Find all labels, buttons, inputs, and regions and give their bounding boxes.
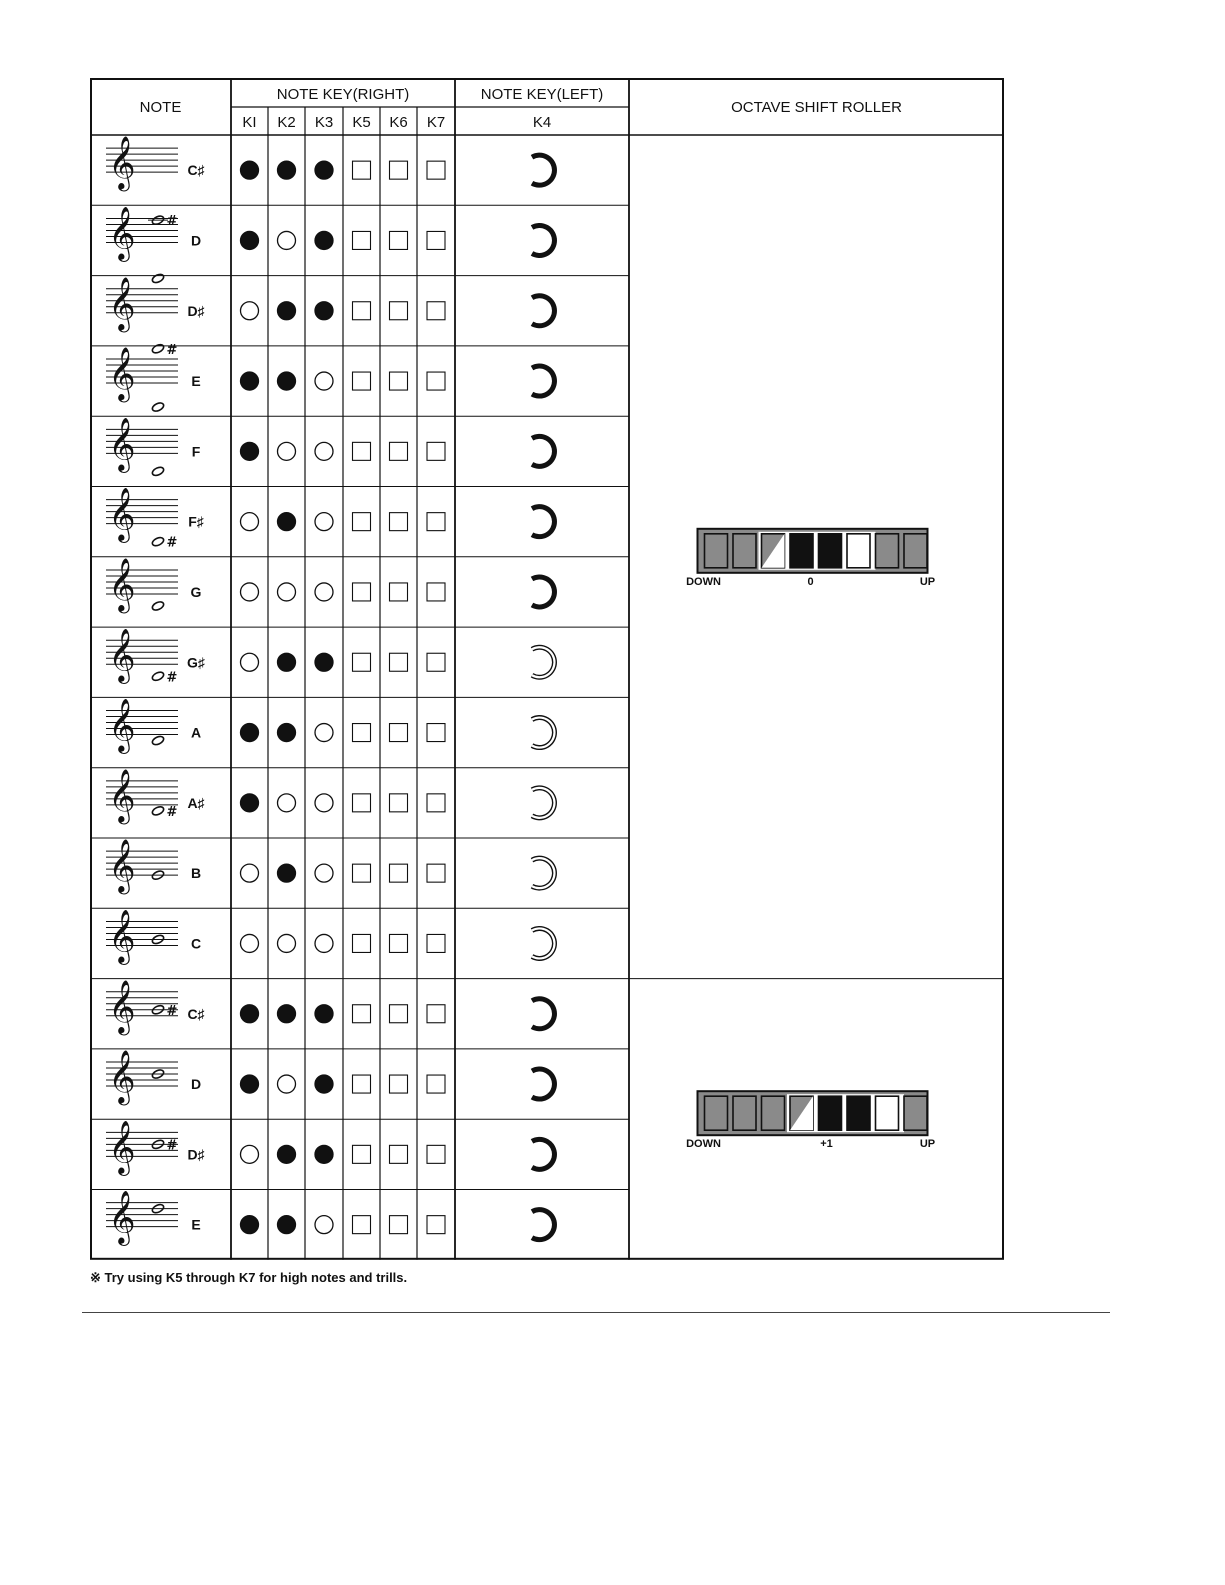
key-open-dot bbox=[315, 1216, 333, 1234]
sharp-icon: # bbox=[166, 1138, 178, 1154]
key-open-dot bbox=[241, 583, 259, 601]
key-closed-dot bbox=[278, 1216, 296, 1234]
roller-segment bbox=[904, 1096, 927, 1130]
key-closed-dot bbox=[315, 302, 333, 320]
note-name: E bbox=[191, 1216, 201, 1233]
table-row bbox=[106, 1190, 554, 1246]
note-name: F♯ bbox=[188, 513, 204, 530]
note-name: D♯ bbox=[187, 302, 205, 319]
key-square-open bbox=[390, 1216, 408, 1234]
key-square-open bbox=[390, 864, 408, 882]
header-note-key-right: NOTE KEY(RIGHT) bbox=[276, 86, 410, 103]
key-square-open bbox=[390, 231, 408, 249]
key-square-open bbox=[427, 653, 445, 671]
key-open-dot bbox=[278, 934, 296, 952]
key-square-open bbox=[353, 1145, 371, 1163]
k4-open-icon-inner bbox=[532, 858, 554, 888]
key-open-dot bbox=[315, 934, 333, 952]
key-open-dot bbox=[241, 1145, 259, 1163]
key-open-dot bbox=[241, 653, 259, 671]
key-closed-dot bbox=[278, 513, 296, 531]
key-square-open bbox=[427, 513, 445, 531]
note-name: G♯ bbox=[187, 654, 205, 671]
treble-clef-icon: 𝄞 bbox=[108, 416, 136, 471]
table-row bbox=[106, 627, 554, 685]
treble-clef-icon: 𝄞 bbox=[108, 346, 136, 401]
k4-pressed-icon bbox=[532, 155, 554, 185]
note-head bbox=[151, 600, 165, 611]
key-square-open bbox=[390, 1005, 408, 1023]
table-row bbox=[106, 838, 554, 894]
key-square-open bbox=[390, 372, 408, 390]
note-head bbox=[151, 273, 165, 284]
page-divider bbox=[82, 1312, 1110, 1313]
roller-segment bbox=[847, 534, 870, 568]
header-key-k3: K3 bbox=[314, 114, 334, 131]
key-closed-dot bbox=[278, 372, 296, 390]
table-row bbox=[106, 416, 554, 477]
note-name: C♯ bbox=[187, 162, 205, 179]
key-square-open bbox=[353, 231, 371, 249]
roller-segment bbox=[705, 1096, 728, 1130]
key-closed-dot bbox=[278, 1145, 296, 1163]
table-row bbox=[106, 1119, 554, 1175]
note-head bbox=[151, 536, 165, 547]
k4-pressed-icon bbox=[532, 1210, 554, 1240]
treble-clef-icon: 𝄞 bbox=[108, 1189, 136, 1244]
key-square-open bbox=[427, 1145, 445, 1163]
key-open-dot bbox=[278, 1075, 296, 1093]
treble-clef-icon: 𝄞 bbox=[108, 697, 136, 752]
roller-segment bbox=[904, 534, 927, 568]
treble-clef-icon: 𝄞 bbox=[108, 556, 136, 611]
key-open-dot bbox=[315, 513, 333, 531]
key-open-dot bbox=[315, 864, 333, 882]
key-square-open bbox=[390, 724, 408, 742]
table-row bbox=[106, 557, 554, 613]
key-open-dot bbox=[278, 583, 296, 601]
note-head bbox=[151, 466, 165, 477]
key-closed-dot bbox=[278, 161, 296, 179]
key-closed-dot bbox=[241, 231, 259, 249]
key-square-open bbox=[427, 1216, 445, 1234]
header-key-ki: KI bbox=[242, 114, 257, 131]
fingering-chart bbox=[90, 78, 1004, 1260]
header-note: NOTE bbox=[139, 99, 182, 116]
octave-roller-0 bbox=[686, 529, 935, 588]
treble-clef-icon: 𝄞 bbox=[108, 627, 136, 682]
k4-pressed-icon bbox=[532, 436, 554, 466]
key-open-dot bbox=[278, 231, 296, 249]
sharp-icon: # bbox=[166, 804, 178, 820]
key-square-open bbox=[427, 231, 445, 249]
treble-clef-icon: 𝄞 bbox=[108, 275, 136, 330]
key-closed-dot bbox=[241, 372, 259, 390]
k4-open-icon-inner bbox=[532, 788, 554, 818]
key-open-dot bbox=[241, 302, 259, 320]
key-open-dot bbox=[278, 794, 296, 812]
treble-clef-icon: 𝄞 bbox=[108, 908, 136, 963]
key-open-dot bbox=[241, 513, 259, 531]
key-closed-dot bbox=[278, 302, 296, 320]
key-square-open bbox=[390, 161, 408, 179]
treble-clef-icon: 𝄞 bbox=[108, 1119, 136, 1174]
note-name: D♯ bbox=[187, 1146, 205, 1163]
key-open-dot bbox=[315, 794, 333, 812]
roller-position-label: 0 bbox=[807, 575, 814, 588]
key-open-dot bbox=[241, 864, 259, 882]
key-square-open bbox=[353, 934, 371, 952]
key-closed-dot bbox=[315, 231, 333, 249]
header-key-k2: K2 bbox=[277, 114, 296, 131]
octave-roller-1 bbox=[686, 1091, 935, 1150]
roller-segment bbox=[819, 1096, 842, 1130]
key-closed-dot bbox=[278, 724, 296, 742]
table-row bbox=[106, 768, 554, 824]
k4-open-icon-inner bbox=[532, 928, 554, 958]
key-square-open bbox=[390, 513, 408, 531]
roller-segment bbox=[819, 534, 842, 568]
treble-clef-icon: 𝄞 bbox=[108, 1049, 136, 1104]
roller-segment bbox=[876, 1096, 899, 1130]
key-square-open bbox=[427, 934, 445, 952]
roller-down-label: DOWN bbox=[686, 575, 721, 588]
key-closed-dot bbox=[241, 724, 259, 742]
key-square-open bbox=[427, 161, 445, 179]
key-square-open bbox=[390, 302, 408, 320]
key-square-open bbox=[390, 653, 408, 671]
note-name: A♯ bbox=[187, 794, 205, 811]
roller-segment bbox=[790, 534, 813, 568]
key-square-open bbox=[353, 161, 371, 179]
table-row bbox=[106, 979, 554, 1035]
table-row bbox=[106, 908, 554, 964]
sharp-icon: # bbox=[166, 535, 178, 551]
key-square-open bbox=[390, 1075, 408, 1093]
key-open-dot bbox=[241, 934, 259, 952]
key-square-open bbox=[390, 934, 408, 952]
key-closed-dot bbox=[241, 442, 259, 460]
key-open-dot bbox=[315, 372, 333, 390]
key-closed-dot bbox=[241, 1216, 259, 1234]
key-closed-dot bbox=[315, 161, 333, 179]
key-square-open bbox=[353, 1075, 371, 1093]
note-name: F bbox=[191, 443, 201, 460]
key-closed-dot bbox=[241, 1075, 259, 1093]
treble-clef-icon: 𝄞 bbox=[108, 205, 136, 260]
roller-down-label: DOWN bbox=[686, 1138, 721, 1151]
k4-pressed-icon bbox=[532, 999, 554, 1029]
header-note-key-left: NOTE KEY(LEFT) bbox=[480, 86, 604, 103]
k4-pressed-icon bbox=[532, 577, 554, 607]
note-head bbox=[151, 805, 165, 816]
note-head bbox=[151, 401, 165, 412]
sharp-icon: # bbox=[166, 342, 178, 358]
key-square-open bbox=[353, 442, 371, 460]
note-name: D bbox=[190, 1076, 202, 1093]
key-closed-dot bbox=[241, 794, 259, 812]
key-square-open bbox=[390, 794, 408, 812]
note-name: A bbox=[190, 724, 202, 741]
key-square-open bbox=[353, 864, 371, 882]
table-row bbox=[106, 1049, 554, 1105]
key-square-open bbox=[427, 1075, 445, 1093]
key-square-open bbox=[427, 724, 445, 742]
k4-pressed-icon bbox=[532, 1139, 554, 1169]
header-key-k7: K7 bbox=[426, 114, 446, 131]
key-open-dot bbox=[278, 442, 296, 460]
key-closed-dot bbox=[315, 1075, 333, 1093]
key-square-open bbox=[390, 1145, 408, 1163]
key-open-dot bbox=[315, 583, 333, 601]
note-head bbox=[151, 735, 165, 746]
key-closed-dot bbox=[241, 1005, 259, 1023]
key-square-open bbox=[427, 583, 445, 601]
header-octave-shift-roller: OCTAVE SHIFT ROLLER bbox=[731, 99, 902, 116]
key-closed-dot bbox=[315, 653, 333, 671]
treble-clef-icon: 𝄞 bbox=[108, 486, 136, 541]
header-key-k6: K6 bbox=[389, 114, 408, 131]
roller-up-label: UP bbox=[919, 1138, 936, 1151]
footnote: ※ Try using K5 through K7 for high notes and trills. bbox=[90, 1270, 408, 1285]
key-square-open bbox=[427, 372, 445, 390]
k4-open-icon-inner bbox=[532, 718, 554, 748]
sharp-icon: # bbox=[166, 1003, 178, 1019]
roller-segment bbox=[876, 534, 899, 568]
key-square-open bbox=[353, 583, 371, 601]
note-name: C bbox=[190, 935, 202, 952]
k4-pressed-icon bbox=[532, 366, 554, 396]
note-name: E bbox=[191, 373, 201, 390]
header-key-k4: K4 bbox=[532, 114, 552, 131]
roller-segment bbox=[733, 1096, 756, 1130]
k4-pressed-icon bbox=[532, 296, 554, 326]
table-row bbox=[106, 135, 554, 229]
key-square-open bbox=[427, 794, 445, 812]
sharp-icon: # bbox=[166, 670, 178, 686]
key-closed-dot bbox=[241, 161, 259, 179]
note-name: D bbox=[190, 232, 202, 249]
roller-segment bbox=[847, 1096, 870, 1130]
key-closed-dot bbox=[278, 653, 296, 671]
key-square-open bbox=[427, 442, 445, 460]
roller-segment bbox=[733, 534, 756, 568]
treble-clef-icon: 𝄞 bbox=[108, 978, 136, 1033]
note-head bbox=[151, 343, 165, 354]
k4-pressed-icon bbox=[532, 1069, 554, 1099]
fingering-chart-svg bbox=[90, 78, 1004, 1260]
treble-clef-icon: 𝄞 bbox=[108, 135, 136, 190]
k4-pressed-icon bbox=[532, 225, 554, 255]
roller-up-label: UP bbox=[919, 575, 936, 588]
key-closed-dot bbox=[315, 1005, 333, 1023]
key-square-open bbox=[427, 864, 445, 882]
key-square-open bbox=[353, 302, 371, 320]
key-square-open bbox=[353, 653, 371, 671]
key-closed-dot bbox=[278, 864, 296, 882]
key-open-dot bbox=[315, 442, 333, 460]
key-closed-dot bbox=[315, 1145, 333, 1163]
sharp-icon: # bbox=[166, 214, 178, 230]
key-open-dot bbox=[315, 724, 333, 742]
key-square-open bbox=[353, 794, 371, 812]
table-row bbox=[106, 487, 554, 551]
note-name: B bbox=[190, 865, 202, 882]
key-square-open bbox=[427, 1005, 445, 1023]
key-square-open bbox=[353, 513, 371, 531]
note-name: G bbox=[190, 583, 202, 600]
treble-clef-icon: 𝄞 bbox=[108, 838, 136, 893]
key-square-open bbox=[390, 583, 408, 601]
header-key-k5: K5 bbox=[352, 114, 371, 131]
key-square-open bbox=[353, 372, 371, 390]
roller-position-label: +1 bbox=[820, 1138, 833, 1151]
key-square-open bbox=[353, 1005, 371, 1023]
treble-clef-icon: 𝄞 bbox=[108, 767, 136, 822]
key-square-open bbox=[390, 442, 408, 460]
key-square-open bbox=[427, 302, 445, 320]
table-row bbox=[106, 698, 554, 754]
k4-pressed-icon bbox=[532, 507, 554, 537]
roller-segment bbox=[762, 1096, 785, 1130]
k4-open-icon-inner bbox=[532, 647, 554, 677]
key-closed-dot bbox=[278, 1005, 296, 1023]
roller-segment bbox=[705, 534, 728, 568]
note-name: C♯ bbox=[187, 1005, 205, 1022]
key-square-open bbox=[353, 724, 371, 742]
note-head bbox=[151, 671, 165, 682]
key-square-open bbox=[353, 1216, 371, 1234]
